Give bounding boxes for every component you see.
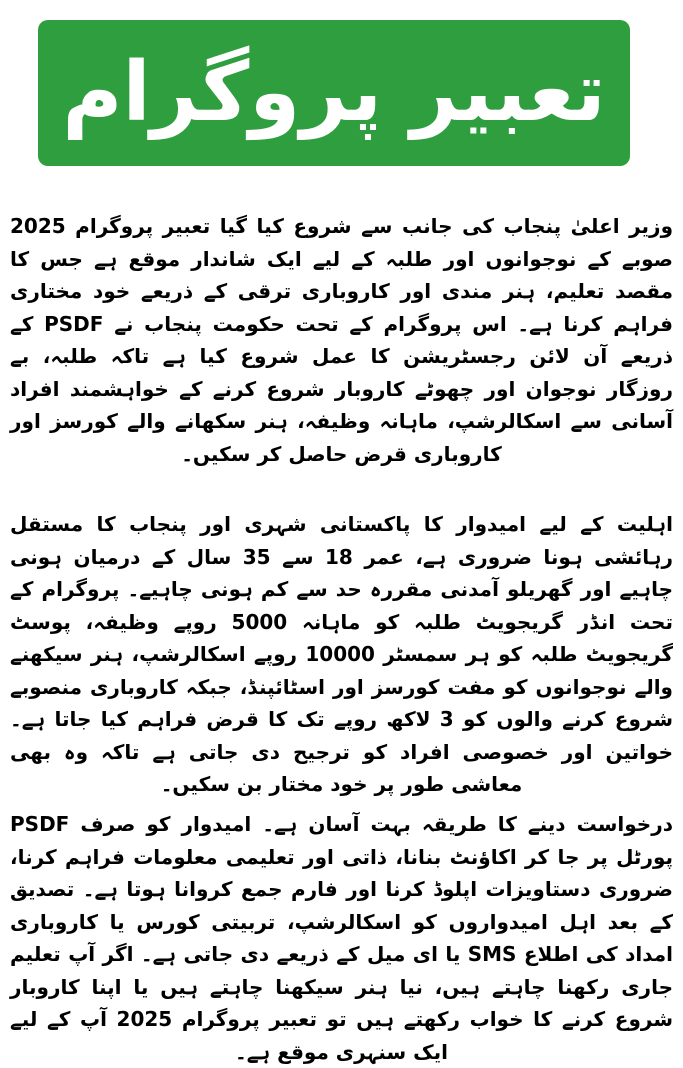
article-paragraph-eligibility-intro: وزیر اعلیٰ پنجاب کی جانب سے شروع کیا گیا تعبیر پروگرام 2025 صوبے کے نوجوانوں اور طلبہ کے لیے ایک شاندار موقع ہے جس کا مقصد تعلیم، ہنر مندی اور کاروباری ترقی کے ذریعے خود مختاری فراہم کرنا ہے۔ اس پروگرام کے تحت حکومت پنجاب نے PSDF کے ذریعے آن لائن رجسٹریشن کا عمل شروع کیا ہے تاکہ طلبہ، بے روزگار نوجوان اور چھوٹے کاروبار شروع کرنے کے خواہشمند افراد آسانی سے اسکالرشپ، ماہانہ وظیفہ، ہنر سکھانے والے کورسز اور کاروباری قرض حاصل کر سکیں۔ — [10, 214, 673, 466]
article-paragraph-eligibility-benefits: اہلیت کے لیے امیدوار کا پاکستانی شہری اور پنجاب کا مستقل رہائشی ہونا ضروری ہے، عمر 18 سے 35 سال کے درمیان ہونی چاہیے اور گھریلو آمدنی مقررہ حد سے کم ہونی چاہیے۔ پروگرام کے تحت انڈر گریجویٹ طلبہ کو ماہانہ 5000 روپے وظیفہ، پوسٹ گریجویٹ طلبہ کو ہر سمسٹر 10000 روپے اسکالرشپ، ہنر سیکھنے والے نوجوانوں کو مفت کورسز اور اسٹائپنڈ، جبکہ کاروباری منصوبے شروع کرنے والوں کو 3 لاکھ روپے تک کا قرض فراہم کیا جاتا ہے۔ خواتین اور خصوصی افراد کو ترجیح دی جاتی ہے تاکہ وہ بھی معاشی طور پر خود مختار بن سکیں۔ — [10, 512, 674, 796]
banner-title: تعبیر پروگرام — [62, 45, 606, 140]
article-paragraph-application-process: درخواست دینے کا طریقہ بہت آسان ہے۔ امیدوار کو صرف PSDF پورٹل پر جا کر اکاؤنٹ بنانا، ذاتی اور تعلیمی معلومات فراہم کرنا، ضروری دستاویزات اپلوڈ کرنا اور فارم جمع کروانا ہوتا ہے۔ تصدیق کے بعد اہل امیدواروں کو اسکالرشپ، تربیتی کورس یا کاروباری امداد کی اطلاع SMS یا ای میل کے ذریعے دی جاتی ہے۔ اگر آپ تعلیم جاری رکھنا چاہتے ہیں، نیا ہنر سیکھنا چاہتے ہیں یا اپنا کاروبار شروع کرنے کا خواب رکھتے ہیں تو تعبیر پروگرام 2025 آپ کے لیے ایک سنہری موقع ہے۔ — [10, 812, 673, 1064]
title-banner — [38, 20, 630, 166]
